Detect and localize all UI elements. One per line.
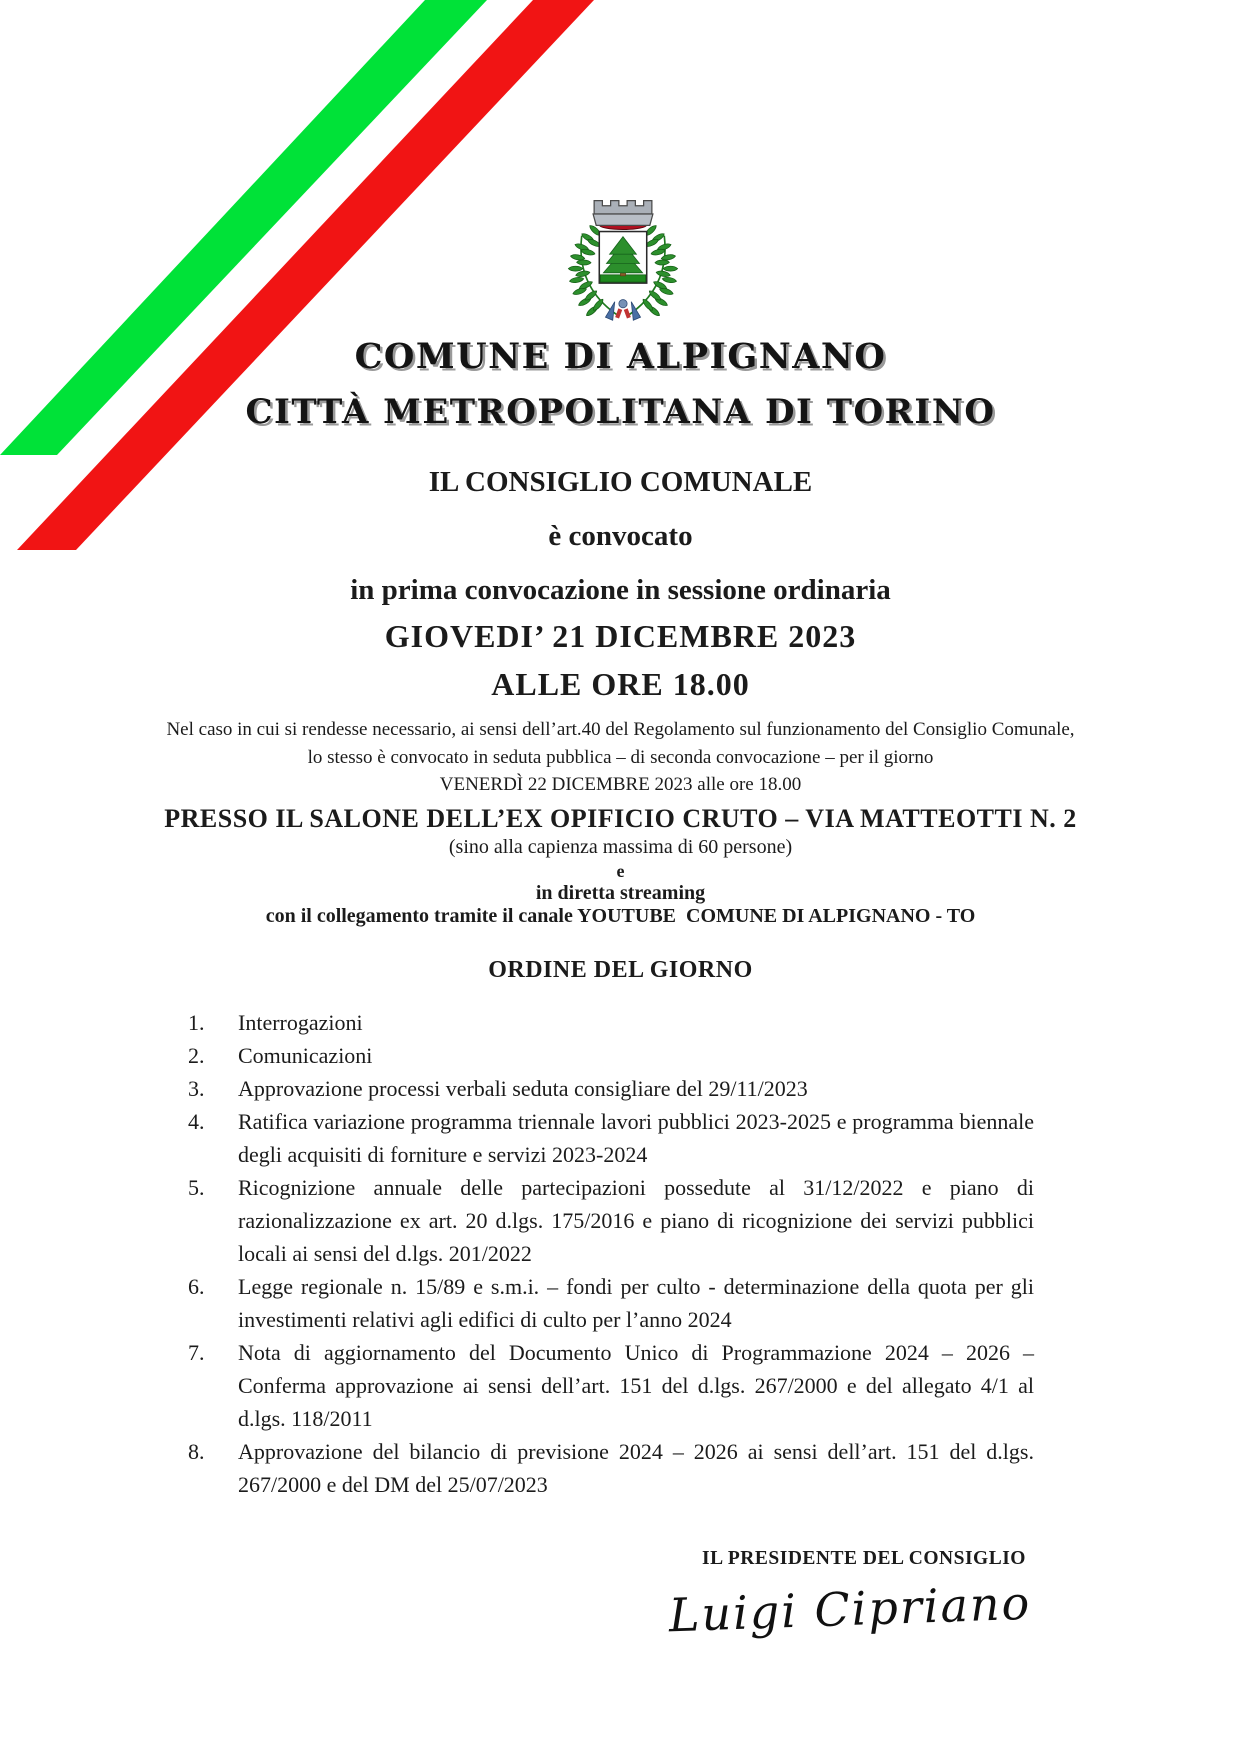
agenda-item <box>188 1039 1034 1072</box>
council-heading: IL CONSIGLIO COMUNALE <box>428 466 813 498</box>
meeting-time: ALLE ORE 18.00 <box>491 666 750 702</box>
agenda-item <box>188 1270 1034 1336</box>
ribbon-knot <box>619 300 627 308</box>
president-signature: Luigi Cipriano <box>667 1575 1033 1643</box>
crown-battlements <box>594 201 652 214</box>
agenda-item-number: 4. <box>188 1109 205 1134</box>
president-role-label: IL PRESIDENTE DEL CONSIGLIO <box>702 1548 1026 1569</box>
municipality-title: COMUNE DI ALPIGNANO <box>354 336 887 377</box>
venue-line: PRESSO IL SALONE DELL’EX OPIFICIO CRUTO – VIA MATTEOTTI N. 2 <box>164 804 1077 833</box>
agenda-item-text: Approvazione processi verbali seduta consigliare del 29/11/2023 <box>238 1076 808 1101</box>
agenda-item-number: 8. <box>188 1439 205 1464</box>
agenda-item-text: Comunicazioni <box>238 1043 373 1068</box>
agenda-item-number: 7. <box>188 1340 205 1365</box>
second-call-paragraph <box>0 716 1241 799</box>
agenda-item <box>188 1336 1034 1435</box>
streaming-line: in diretta streaming <box>535 882 706 904</box>
meeting-date: GIOVEDI’ 21 DICEMBRE 2023 <box>384 618 857 654</box>
agenda-item-text: Interrogazioni <box>238 1010 363 1035</box>
ribbon-left <box>605 302 614 321</box>
and-line: e <box>616 861 625 881</box>
agenda-title: ORDINE DEL GIORNO <box>488 957 753 983</box>
first-call-line: in prima convocazione in sessione ordinaria <box>350 574 891 606</box>
metropolitan-city-subtitle: CITTÀ METROPOLITANA DI TORINO <box>245 392 996 432</box>
agenda-item-number: 6. <box>188 1274 205 1299</box>
capacity-line: (sino alla capienza massima di 60 persone) <box>448 836 793 858</box>
second-call-line: lo stesso è convocato in seduta pubblica – di seconda convocazione – per il giorno <box>307 746 934 768</box>
agenda-item-number: 3. <box>188 1076 205 1101</box>
ribbon-right <box>631 302 640 321</box>
agenda-item <box>188 1072 1034 1105</box>
second-call-line: VENERDÌ 22 DICEMBRE 2023 alle ore 18.00 <box>439 774 802 795</box>
youtube-channel-line: con il collegamento tramite il canale YOUTUBE COMUNE DI ALPIGNANO - TO <box>265 905 976 927</box>
agenda-item-text: Ratifica variazione programma triennale lavori pubblici 2023-2025 e programma biennale degli acquisiti di forniture e servizi 2023-2024 <box>238 1109 1034 1167</box>
agenda-item-number: 2. <box>188 1043 205 1068</box>
agenda-item-text: Legge regionale n. 15/89 e s.m.i. – fondi per culto - determinazione della quota per gli investimenti relativi agli edifici di culto per l’anno 2024 <box>238 1274 1034 1332</box>
agenda-item-text: Ricognizione annuale delle partecipazioni possedute al 31/12/2022 e piano di razionalizzazione ex art. 20 d.lgs. 175/2016 e piano di ricognizione dei servizi pubblici locali ai sensi del d.lgs. 201/2022 <box>238 1175 1034 1266</box>
agenda-list <box>188 1006 1034 1501</box>
coat-of-arms-icon <box>557 186 689 341</box>
agenda-item-number: 5. <box>188 1175 205 1200</box>
agenda-item-text: Approvazione del bilancio di previsione 2024 – 2026 ai sensi dell’art. 151 del d.lgs. 267/2000 e del DM del 25/07/2023 <box>238 1439 1034 1497</box>
agenda-item <box>188 1105 1034 1171</box>
agenda-item-text: Nota di aggiornamento del Documento Unico di Programmazione 2024 – 2026 – Conferma approvazione ai sensi dell’art. 151 del d.lgs. 267/2000 e del allegato 4/1 al d.lgs. 118/2011 <box>238 1340 1034 1431</box>
convoked-line: è convocato <box>548 520 693 552</box>
agenda-item <box>188 1006 1034 1039</box>
agenda-item <box>188 1171 1034 1270</box>
agenda-item <box>188 1435 1034 1501</box>
agenda-item-number: 1. <box>188 1010 205 1035</box>
crown-base <box>593 214 653 225</box>
second-call-line: Nel caso in cui si rendesse necessario, ai sensi dell’art.40 del Regolamento sul funzionamento del Consiglio Comunale, <box>166 719 1075 740</box>
flag-green-stripe <box>0 0 487 455</box>
